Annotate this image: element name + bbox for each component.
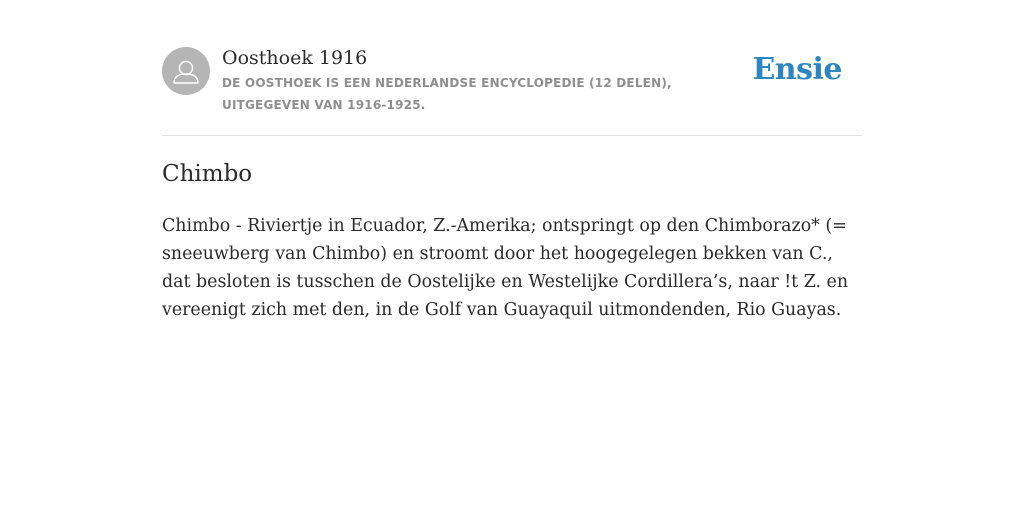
entry-body: Chimbo - Riviertje in Ecuador, Z.-Amerika; ontspringt op den Chimborazo* (= sneeuwberg van Chimbo) en stroomt door het hoogegelegen bekken van C., dat besloten is tusschen de Oostelijke en Westelijke Cordillera’s, naar !t Z. en vereenigt zich met den, in de Golf van Guayaquil uitmondenden, Rio Guayas. — [162, 216, 849, 320]
avatar[interactable] — [162, 47, 210, 95]
entry-title: Chimbo — [162, 161, 253, 187]
user-silhouette-icon — [162, 47, 210, 95]
header-divider — [162, 135, 862, 136]
ensie-logo-link[interactable]: Ensie — [752, 52, 842, 87]
source-description: DE OOSTHOEK IS EEN NEDERLANDSE ENCYCLOPEDIE (12 DELEN), UITGEGEVEN VAN 1916-1925. — [222, 76, 672, 112]
source-title[interactable]: Oosthoek 1916 — [222, 47, 368, 69]
source-header — [162, 46, 862, 118]
